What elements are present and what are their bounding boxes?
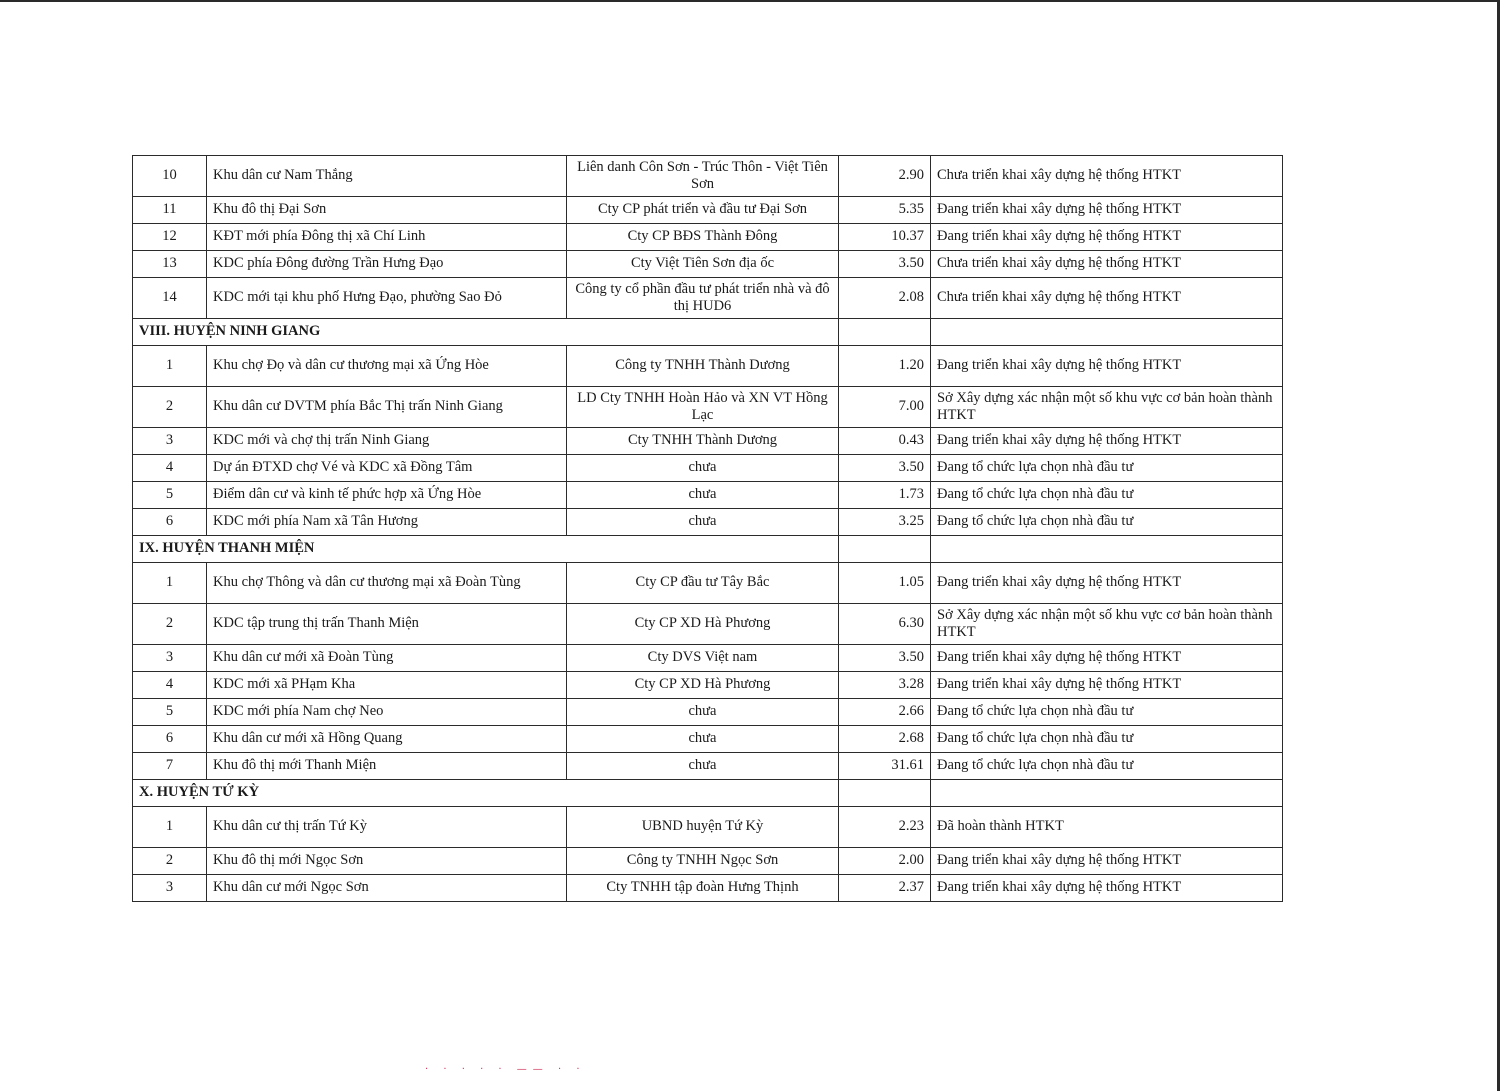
row-number: 5 (133, 482, 207, 509)
investor-name: Liên danh Côn Sơn - Trúc Thôn - Việt Tiên Sơn (567, 156, 839, 197)
status-text: Đang tổ chức lựa chọn nhà đầu tư (931, 455, 1283, 482)
area-value: 1.05 (839, 563, 931, 604)
table-row (133, 224, 1283, 251)
investor-name: chưa (567, 726, 839, 753)
empty-cell (839, 536, 931, 563)
table-row (133, 645, 1283, 672)
row-number: 10 (133, 156, 207, 197)
project-name: Khu đô thị mới Ngọc Sơn (207, 848, 567, 875)
row-number: 4 (133, 672, 207, 699)
project-name: KDC mới tại khu phố Hưng Đạo, phường Sao Đỏ (207, 278, 567, 319)
row-number: 1 (133, 563, 207, 604)
status-text: Đang tổ chức lựa chọn nhà đầu tư (931, 726, 1283, 753)
status-text: Sở Xây dựng xác nhận một số khu vực cơ bản hoàn thành HTKT (931, 604, 1283, 645)
area-value: 2.37 (839, 875, 931, 902)
row-number: 3 (133, 645, 207, 672)
investor-name: Cty CP phát triển và đầu tư Đại Sơn (567, 197, 839, 224)
status-text: Đang triển khai xây dựng hệ thống HTKT (931, 672, 1283, 699)
project-name: Khu dân cư mới xã Đoàn Tùng (207, 645, 567, 672)
status-text: Chưa triển khai xây dựng hệ thống HTKT (931, 251, 1283, 278)
area-value: 31.61 (839, 753, 931, 780)
project-name: Khu đô thị mới Thanh Miện (207, 753, 567, 780)
investor-name: chưa (567, 753, 839, 780)
scan-artifact-mark: · · · · · —— · · (425, 1064, 586, 1075)
project-name: KDC tập trung thị trấn Thanh Miện (207, 604, 567, 645)
investor-name: Cty CP đầu tư Tây Bắc (567, 563, 839, 604)
project-name: KDC phía Đông đường Trần Hưng Đạo (207, 251, 567, 278)
status-text: Đang triển khai xây dựng hệ thống HTKT (931, 428, 1283, 455)
section-header-row (133, 780, 1283, 807)
area-value: 3.50 (839, 455, 931, 482)
investor-name: chưa (567, 455, 839, 482)
project-name: KDC mới phía Nam chợ Neo (207, 699, 567, 726)
project-name: Dự án ĐTXD chợ Vé và KDC xã Đồng Tâm (207, 455, 567, 482)
table-row (133, 563, 1283, 604)
area-value: 2.66 (839, 699, 931, 726)
area-value: 3.50 (839, 645, 931, 672)
project-name: Khu dân cư Nam Thắng (207, 156, 567, 197)
table-row (133, 509, 1283, 536)
area-value: 6.30 (839, 604, 931, 645)
status-text: Chưa triển khai xây dựng hệ thống HTKT (931, 278, 1283, 319)
investor-name: Cty DVS Việt nam (567, 645, 839, 672)
area-value: 3.25 (839, 509, 931, 536)
area-value: 7.00 (839, 387, 931, 428)
empty-cell (931, 780, 1283, 807)
row-number: 2 (133, 848, 207, 875)
investor-name: LD Cty TNHH Hoàn Hảo và XN VT Hồng Lạc (567, 387, 839, 428)
row-number: 2 (133, 604, 207, 645)
row-number: 13 (133, 251, 207, 278)
project-name: KDC mới và chợ thị trấn Ninh Giang (207, 428, 567, 455)
area-value: 2.68 (839, 726, 931, 753)
project-name: Khu dân cư thị trấn Tứ Kỳ (207, 807, 567, 848)
table-row (133, 875, 1283, 902)
row-number: 4 (133, 455, 207, 482)
row-number: 12 (133, 224, 207, 251)
investor-name: chưa (567, 509, 839, 536)
row-number: 1 (133, 807, 207, 848)
area-value: 2.00 (839, 848, 931, 875)
status-text: Đang tổ chức lựa chọn nhà đầu tư (931, 509, 1283, 536)
status-text: Đang triển khai xây dựng hệ thống HTKT (931, 645, 1283, 672)
row-number: 14 (133, 278, 207, 319)
section-title: VIII. HUYỆN NINH GIANG (133, 319, 839, 346)
investor-name: Cty Việt Tiên Sơn địa ốc (567, 251, 839, 278)
table-row (133, 726, 1283, 753)
area-value: 3.50 (839, 251, 931, 278)
area-value: 2.90 (839, 156, 931, 197)
investor-name: Cty CP XD Hà Phương (567, 604, 839, 645)
project-name: Khu dân cư mới Ngọc Sơn (207, 875, 567, 902)
investor-name: Công ty cổ phần đầu tư phát triển nhà và đô thị HUD6 (567, 278, 839, 319)
project-name: Khu dân cư DVTM phía Bắc Thị trấn Ninh Giang (207, 387, 567, 428)
investor-name: chưa (567, 482, 839, 509)
project-name: Khu chợ Đọ và dân cư thương mại xã Ứng Hòe (207, 346, 567, 387)
section-header-row (133, 319, 1283, 346)
table-row (133, 251, 1283, 278)
table-row (133, 156, 1283, 197)
investor-name: Cty CP BĐS Thành Đông (567, 224, 839, 251)
investor-name: Cty CP XD Hà Phương (567, 672, 839, 699)
table-row (133, 428, 1283, 455)
projects-table (132, 155, 1283, 902)
status-text: Đang triển khai xây dựng hệ thống HTKT (931, 346, 1283, 387)
table-row (133, 197, 1283, 224)
status-text: Đang triển khai xây dựng hệ thống HTKT (931, 197, 1283, 224)
status-text: Chưa triển khai xây dựng hệ thống HTKT (931, 156, 1283, 197)
area-value: 1.73 (839, 482, 931, 509)
table-row (133, 346, 1283, 387)
table-row (133, 848, 1283, 875)
project-name: KĐT mới phía Đông thị xã Chí Linh (207, 224, 567, 251)
table-row (133, 604, 1283, 645)
row-number: 6 (133, 726, 207, 753)
status-text: Đang triển khai xây dựng hệ thống HTKT (931, 224, 1283, 251)
document-sheet (132, 155, 1282, 902)
table-row (133, 455, 1283, 482)
status-text: Đang tổ chức lựa chọn nhà đầu tư (931, 753, 1283, 780)
row-number: 5 (133, 699, 207, 726)
project-name: KDC mới xã PHạm Kha (207, 672, 567, 699)
project-name: Điểm dân cư và kinh tế phức hợp xã Ứng Hòe (207, 482, 567, 509)
area-value: 2.23 (839, 807, 931, 848)
investor-name: Cty TNHH tập đoàn Hưng Thịnh (567, 875, 839, 902)
project-name: KDC mới phía Nam xã Tân Hương (207, 509, 567, 536)
row-number: 11 (133, 197, 207, 224)
investor-name: chưa (567, 699, 839, 726)
table-row (133, 807, 1283, 848)
section-header-row (133, 536, 1283, 563)
empty-cell (931, 319, 1283, 346)
status-text: Đang triển khai xây dựng hệ thống HTKT (931, 875, 1283, 902)
row-number: 3 (133, 428, 207, 455)
status-text: Đang tổ chức lựa chọn nhà đầu tư (931, 482, 1283, 509)
project-name: Khu dân cư mới xã Hồng Quang (207, 726, 567, 753)
row-number: 1 (133, 346, 207, 387)
table-row (133, 699, 1283, 726)
status-text: Đang tổ chức lựa chọn nhà đầu tư (931, 699, 1283, 726)
status-text: Sở Xây dựng xác nhận một số khu vực cơ bản hoàn thành HTKT (931, 387, 1283, 428)
row-number: 6 (133, 509, 207, 536)
empty-cell (839, 780, 931, 807)
investor-name: Cty TNHH Thành Dương (567, 428, 839, 455)
projects-table-body (133, 156, 1283, 902)
area-value: 5.35 (839, 197, 931, 224)
status-text: Đang triển khai xây dựng hệ thống HTKT (931, 563, 1283, 604)
investor-name: UBND huyện Tứ Kỳ (567, 807, 839, 848)
section-title: IX. HUYỆN THANH MIỆN (133, 536, 839, 563)
table-row (133, 482, 1283, 509)
table-row (133, 278, 1283, 319)
row-number: 2 (133, 387, 207, 428)
empty-cell (839, 319, 931, 346)
status-text: Đang triển khai xây dựng hệ thống HTKT (931, 848, 1283, 875)
table-row (133, 753, 1283, 780)
area-value: 0.43 (839, 428, 931, 455)
table-row (133, 672, 1283, 699)
area-value: 3.28 (839, 672, 931, 699)
section-title: X. HUYỆN TỨ KỲ (133, 780, 839, 807)
row-number: 7 (133, 753, 207, 780)
table-row (133, 387, 1283, 428)
area-value: 1.20 (839, 346, 931, 387)
area-value: 2.08 (839, 278, 931, 319)
area-value: 10.37 (839, 224, 931, 251)
investor-name: Công ty TNHH Ngọc Sơn (567, 848, 839, 875)
row-number: 3 (133, 875, 207, 902)
project-name: Khu đô thị Đại Sơn (207, 197, 567, 224)
investor-name: Công ty TNHH Thành Dương (567, 346, 839, 387)
status-text: Đã hoàn thành HTKT (931, 807, 1283, 848)
empty-cell (931, 536, 1283, 563)
page-top-edge (0, 0, 1500, 2)
project-name: Khu chợ Thông và dân cư thương mại xã Đoàn Tùng (207, 563, 567, 604)
